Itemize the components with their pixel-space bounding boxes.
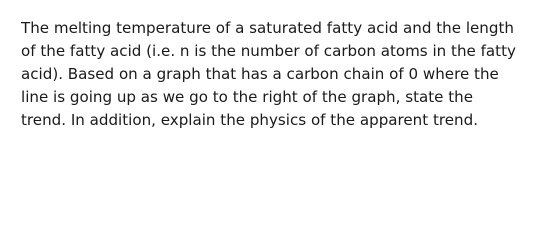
question-line: The melting temperature of a saturated fatty acid and the length (21, 19, 514, 37)
question-line: of the fatty acid (i.e. n is the number of carbon atoms in the fatty (21, 42, 516, 60)
question-line: line is going up as we go to the right of the graph, state the (21, 88, 474, 106)
question-line: acid). Based on a graph that has a carbon chain of 0 where the (21, 65, 499, 83)
question-line: trend. In addition, explain the physics of the apparent trend. (21, 111, 478, 129)
question-text (21, 17, 546, 132)
question-block (21, 17, 546, 132)
